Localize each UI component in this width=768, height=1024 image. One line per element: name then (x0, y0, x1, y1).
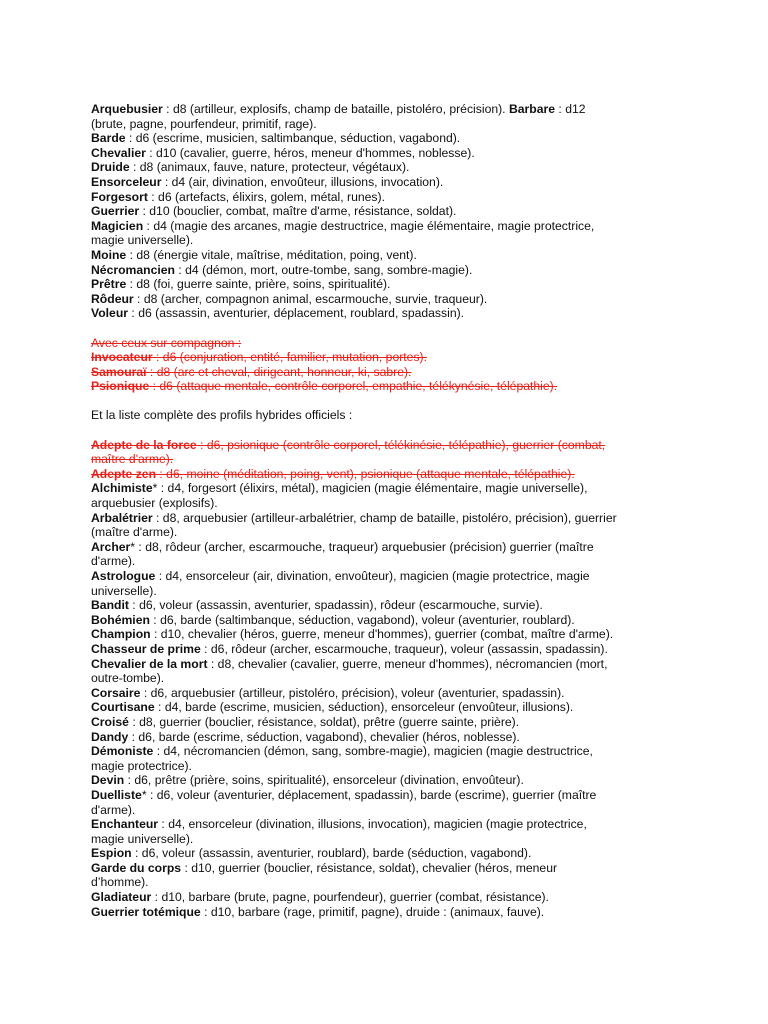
text-line (91, 481, 691, 496)
text-line (91, 102, 691, 117)
blank-line (91, 394, 691, 409)
profile-name: Corsaire (91, 685, 141, 700)
text-line (91, 730, 691, 745)
text-line (91, 204, 691, 219)
text-line (91, 875, 691, 890)
text-line (91, 496, 691, 511)
text-line (91, 467, 691, 482)
profile-description: : d6, arquebusier (artilleur, pistoléro, précision), voleur (aventurier, spadassin). (140, 685, 565, 700)
profile-name: Ensorceleur (91, 174, 162, 189)
profile-description: : d4 (démon, mort, outre-tombe, sang, sombre-magie). (175, 262, 473, 277)
profile-name: Psionique (91, 379, 150, 394)
text-line (91, 540, 691, 555)
profile-name: Astrologue (91, 569, 156, 583)
profile-name: Espion (91, 846, 132, 861)
text-line (91, 175, 691, 190)
profile-description: : d6, rôdeur (archer, escarmouche, traqueur), voleur (assassin, spadassin). (200, 641, 608, 656)
hybrid-intro (91, 408, 691, 423)
text-line (91, 408, 691, 423)
text-line (91, 117, 691, 132)
text-line (91, 219, 691, 234)
text-line (91, 350, 691, 365)
profile-description: magie protectrice). (91, 758, 192, 773)
hybrid-profile-list (91, 481, 691, 919)
profile-description: : d8 (arc et cheval, dirigeant, honneur, ki, sabre). (146, 364, 412, 379)
text-line (91, 671, 691, 686)
profile-name: Moine (91, 247, 127, 262)
profile-description: magie universelle). (91, 233, 194, 248)
profile-description: d'arme). (91, 554, 136, 569)
text-line (91, 569, 691, 584)
text-line (91, 657, 691, 672)
profile-description: Et la liste complète des profils hybrides officiels : (91, 408, 353, 423)
profile-description: : d6, voleur (assassin, aventurier, spadassin), rôdeur (escarmouche, survie). (128, 598, 543, 613)
blank-line (91, 423, 691, 438)
profile-description: : d10, chevalier (héros, guerre, meneur d'hommes), guerrier (combat, maître d'arme). (150, 627, 614, 642)
profile-description: (maître d'arme). (91, 525, 178, 540)
profile-name: Adepte zen (91, 466, 157, 481)
profile-name: Dandy (91, 729, 129, 744)
profile-description: : d4 (air, divination, envoûteur, illusions, invocation). (161, 174, 444, 189)
profile-description: d’homme). (91, 875, 149, 890)
profile-description: : d4, barde (escrime, musicien, séduction), ensorceleur (envoûteur, illusions). (154, 700, 574, 715)
class-list (91, 102, 691, 321)
profile-name: Guerrier totémique (91, 904, 201, 919)
profile-description: (brute, pagne, pourfendeur, primitif, rage). (91, 116, 317, 131)
profile-name: Archer (91, 539, 131, 554)
profile-description: : d6, moine (méditation, poing, vent), psionique (attaque mentale, télépathie). (156, 466, 575, 481)
text-line (91, 160, 691, 175)
profile-name: Croisé (91, 714, 129, 729)
profile-description: : d6, barde (escrime, séduction, vagabond), chevalier (héros, noblesse). (128, 729, 520, 744)
document-text (91, 102, 691, 919)
profile-description: : d8 (foi, guerre sainte, prière, soins, spiritualité). (126, 277, 391, 292)
profile-description: : d8, guerrier (bouclier, résistance, soldat), prêtre (guerre sainte, prière). (128, 714, 520, 729)
profile-description: : d6, prêtre (prière, soins, spiritualité), ensorceleur (divination, envoûteur). (124, 773, 524, 788)
profile-name: Enchanteur (91, 817, 159, 832)
text-line (91, 744, 691, 759)
profile-name: Bandit (91, 598, 129, 613)
profile-description: : d6 (assassin, aventurier, déplacement, roublard, spadassin). (128, 306, 465, 321)
profile-description: : d8, chevalier (cavalier, guerre, meneur d'hommes), nécromancien (mort, (207, 656, 608, 671)
hybrid-profiles-struck (91, 438, 691, 482)
profile-description: : d12 (555, 102, 586, 116)
profile-description: : d10, barbare (brute, pagne, pourfendeur), guerrier (combat, résistance). (151, 890, 549, 905)
blank-line (91, 321, 691, 336)
profile-description: : d6, voleur (assassin, aventurier, roublard), barde (séduction, vagabond). (131, 846, 532, 861)
profile-name: Démoniste (91, 744, 154, 759)
profile-name: Nécromancien (91, 262, 175, 277)
text-line (91, 248, 691, 263)
text-line (91, 817, 691, 832)
profile-description: : d4, ensorceleur (air, divination, envoûteur), magicien (magie protectrice, magie (155, 569, 590, 583)
profile-description: : d6 (artefacts, élixirs, golem, métal, runes). (147, 189, 385, 204)
profile-description: : d4 (magie des arcanes, magie destructrice, magie élémentaire, magie protectrice, (143, 218, 595, 233)
profile-description: : d6 (attaque mentale, contrôle corporel, empathie, télékynésie, télépathie). (149, 379, 558, 394)
text-line (91, 554, 691, 569)
profile-name: Bohémien (91, 612, 150, 627)
profile-description: Avec ceux sur compagnon : (91, 335, 242, 350)
text-line (91, 890, 691, 905)
profile-name: Duelliste (91, 787, 142, 802)
profile-name: Adepte de la force (91, 437, 197, 452)
text-line (91, 598, 691, 613)
profile-name: Alchimiste (91, 481, 153, 496)
profile-name: Druide (91, 160, 130, 175)
profile-description: : d8 (artilleur, explosifs, champ de bataille, pistoléro, précision). (162, 102, 509, 116)
profile-description: universelle). (91, 583, 157, 598)
profile-name: Chasseur de prime (91, 641, 201, 656)
profile-name: Samouraï (91, 364, 147, 379)
profile-name: Guerrier (91, 204, 140, 219)
text-line (91, 700, 691, 715)
profile-name: Magicien (91, 218, 144, 233)
profile-name: Champion (91, 627, 151, 642)
text-line (91, 525, 691, 540)
text-line (91, 277, 691, 292)
profile-description: : d4, nécromancien (démon, sang, sombre-magie), magicien (magie destructrice, (153, 744, 593, 759)
profile-description: : d8 (énergie vitale, maîtrise, méditation, poing, vent). (126, 247, 417, 262)
text-line (91, 336, 691, 351)
text-line (91, 365, 691, 380)
profile-description: : d10 (cavalier, guerre, héros, meneur d'hommes, noblesse). (145, 145, 475, 160)
text-line (91, 452, 691, 467)
profile-description: : d10 (bouclier, combat, maître d'arme, résistance, soldat). (139, 204, 457, 219)
profile-description: : d10, guerrier (bouclier, résistance, soldat), chevalier (héros, meneur (181, 860, 558, 875)
text-line (91, 627, 691, 642)
text-line (91, 379, 691, 394)
text-line (91, 788, 691, 803)
text-line (91, 846, 691, 861)
profile-description: * : d8, rôdeur (archer, escarmouche, traqueur) arquebusier (précision) guerrier (maître (130, 539, 594, 554)
text-line (91, 686, 691, 701)
profile-name: Voleur (91, 306, 129, 321)
text-line (91, 759, 691, 774)
profile-description: magie universelle). (91, 831, 194, 846)
profile-description: maître d'arme). (91, 452, 174, 467)
profile-description: : d8, arquebusier (artilleur-arbalétrier, champ de bataille, pistoléro, précision), guerrier (152, 510, 617, 525)
text-line (91, 263, 691, 278)
profile-description: : d4, ensorceleur (divination, illusions, invocation), magicien (magie protectrice, (158, 817, 587, 832)
profile-description: : d8 (archer, compagnon animal, escarmouche, survie, traqueur). (133, 291, 488, 306)
text-line (91, 613, 691, 628)
profile-name: Forgesort (91, 189, 148, 204)
profile-name: Arbalétrier (91, 510, 153, 525)
profile-description: : d6 (conjuration, entité, familier, mutation, portes). (152, 350, 427, 365)
profile-description: : d6 (escrime, musicien, saltimbanque, séduction, vagabond). (125, 131, 461, 146)
profile-name: Barbare (508, 102, 556, 116)
text-line (91, 773, 691, 788)
text-line (91, 715, 691, 730)
text-line (91, 146, 691, 161)
profile-name: Chevalier (91, 145, 146, 160)
text-line (91, 584, 691, 599)
profile-description: : d8 (animaux, fauve, nature, protecteur, végétaux). (129, 160, 410, 175)
profile-description: : d10, barbare (rage, primitif, pagne), druide : (animaux, fauve). (200, 904, 545, 919)
companion-classes-struck (91, 336, 691, 394)
profile-name: Gladiateur (91, 890, 152, 905)
profile-name: Arquebusier (91, 102, 163, 116)
profile-name: Chevalier de la mort (91, 656, 208, 671)
text-line (91, 905, 691, 920)
profile-name: Barde (91, 131, 126, 146)
profile-name: Devin (91, 773, 125, 788)
text-line (91, 233, 691, 248)
profile-description: : d6, barde (saltimbanque, séduction, vagabond), voleur (aventurier, roublard). (149, 612, 575, 627)
profile-description: arquebusier (explosifs). (91, 496, 218, 511)
profile-name: Courtisane (91, 700, 155, 715)
profile-description: outre-tombe). (91, 671, 165, 686)
text-line (91, 438, 691, 453)
profile-description: * : d6, voleur (aventurier, déplacement, spadassin), barde (escrime), guerrier (maître (141, 787, 597, 802)
text-line (91, 803, 691, 818)
text-line (91, 861, 691, 876)
profile-name: Rôdeur (91, 291, 134, 306)
text-line (91, 190, 691, 205)
profile-name: Prêtre (91, 277, 127, 292)
profile-description: d'arme). (91, 802, 136, 817)
profile-description: * : d4, forgesort (élixirs, métal), magicien (magie élémentaire, magie universelle), (152, 481, 588, 496)
profile-name: Invocateur (91, 350, 153, 365)
text-line (91, 131, 691, 146)
profile-name: Garde du corps (91, 860, 182, 875)
text-line (91, 306, 691, 321)
profile-description: : d6, psionique (contrôle corporel, télékinésie, télépathie), guerrier (combat, (196, 437, 606, 452)
text-line (91, 292, 691, 307)
text-line (91, 832, 691, 847)
text-line (91, 642, 691, 657)
text-line (91, 511, 691, 526)
